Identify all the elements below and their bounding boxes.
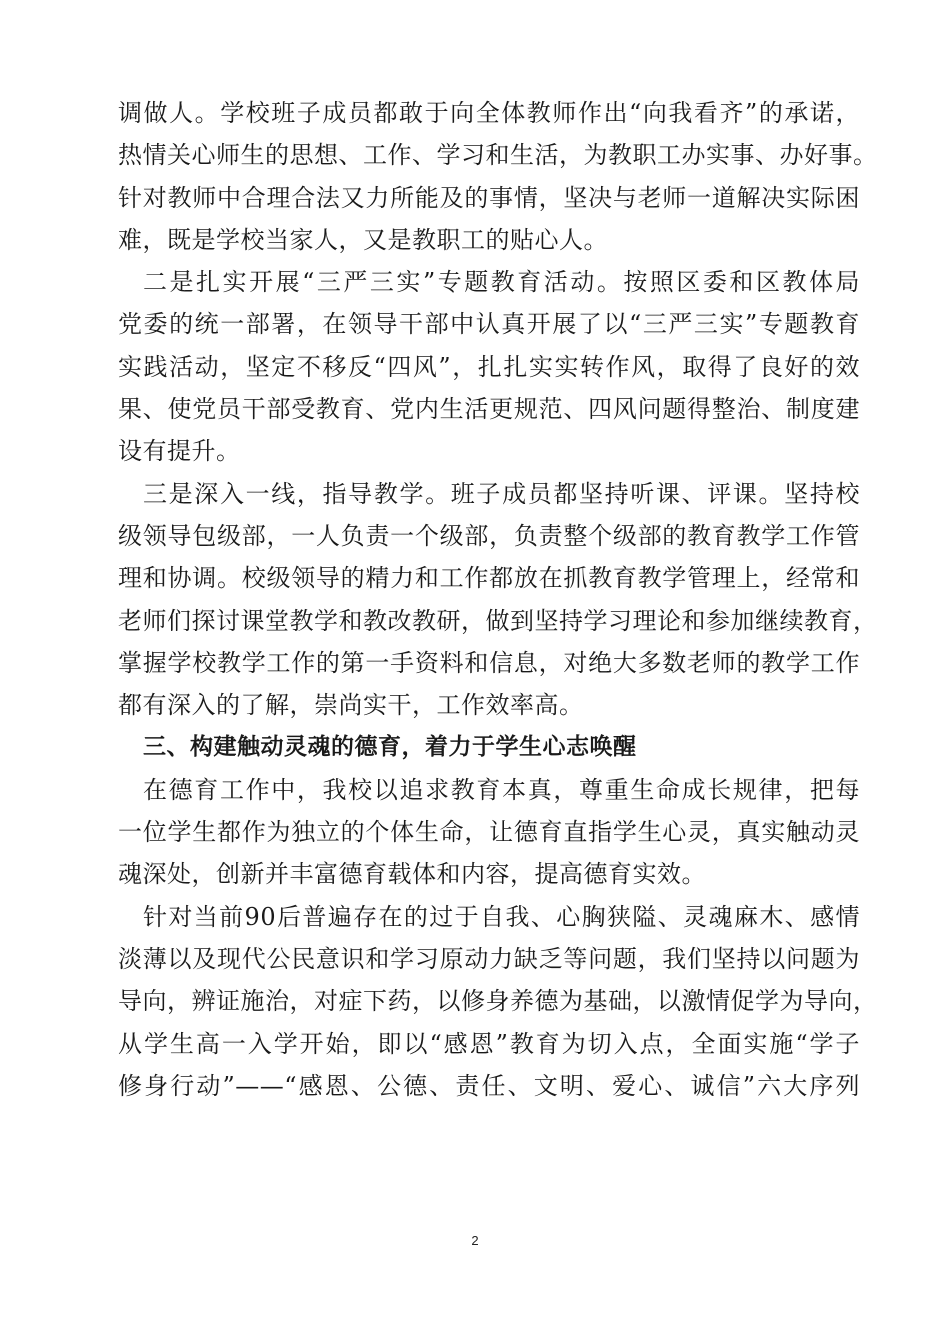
paragraph: [118, 769, 860, 896]
text-line: 设有提升。: [118, 437, 241, 466]
text-line: 魂深处，创新并丰富德育载体和内容，提高德育实效。: [118, 860, 706, 889]
section-heading: 三、构建触动灵魂的德育，着力于学生心志唤醒: [143, 734, 637, 761]
text-line: 在德育工作中，我校以追求教育本真，尊重生命成长规律，把每: [143, 775, 860, 804]
text-line: 老师们探讨课堂教学和教改教研，做到坚持学习理论和参加继续教育，: [118, 606, 878, 635]
text-line: 淡薄以及现代公民意识和学习原动力缺乏等问题，我们坚持以问题为: [118, 944, 860, 973]
paragraph: [118, 92, 878, 261]
text-line: 果、使党员干部受教育、党内生活更规范、四风问题得整治、制度建: [118, 395, 860, 424]
text-line: 二是扎实开展“三严三实”专题教育活动。按照区委和区教体局: [143, 268, 860, 297]
text-line: 从学生高一入学开始，即以“感恩”教育为切入点，全面实施“学子: [118, 1029, 860, 1058]
text-line: 难，既是学校当家人，又是教职工的贴心人。: [118, 225, 608, 254]
text-line: 调做人。学校班子成员都敢于向全体教师作出“向我看齐”的承诺，: [118, 99, 860, 127]
paragraph: [118, 473, 878, 727]
text-line: 三是深入一线，指导教学。班子成员都坚持听课、评课。坚持校: [143, 479, 860, 508]
text-line: 一位学生都作为独立的个体生命，让德育直指学生心灵，真实触动灵: [118, 818, 860, 847]
text-line: 党委的统一部署，在领导干部中认真开展了以“三严三实”专题教育: [118, 310, 860, 339]
text-line: 针对教师中合理合法又力所能及的事情，坚决与老师一道解决实际困: [118, 183, 860, 212]
text-line: 导向，辨证施治，对症下药，以修身养德为基础，以激情促学为导向，: [118, 987, 878, 1016]
text-line: 级领导包级部，一人负责一个级部，负责整个级部的教育教学工作管: [118, 521, 860, 550]
body-text: [118, 92, 878, 1107]
page-number: 2: [471, 1233, 479, 1248]
paragraph: [118, 896, 878, 1107]
text-line: 掌握学校教学工作的第一手资料和信息，对绝大多数老师的教学工作: [118, 648, 860, 677]
text-line: 理和协调。校级领导的精力和工作都放在抓教育教学管理上，经常和: [118, 564, 860, 593]
section-heading-wrapper: [118, 726, 860, 768]
text-line: 实践活动，坚定不移反“四风”，扎扎实实转作风，取得了良好的效: [118, 352, 860, 381]
text-line: 热情关心师生的思想、工作、学习和生活，为教职工办实事、办好事。: [118, 141, 878, 170]
text-line: 都有深入的了解，崇尚实干，工作效率高。: [118, 691, 584, 720]
text-line: 针对当前90后普遍存在的过于自我、心胸狭隘、灵魂麻木、感情: [143, 902, 860, 931]
paragraph: [118, 261, 860, 472]
text-line: 修身行动”——“感恩、公德、责任、文明、爱心、诚信”六大序列: [118, 1071, 860, 1100]
